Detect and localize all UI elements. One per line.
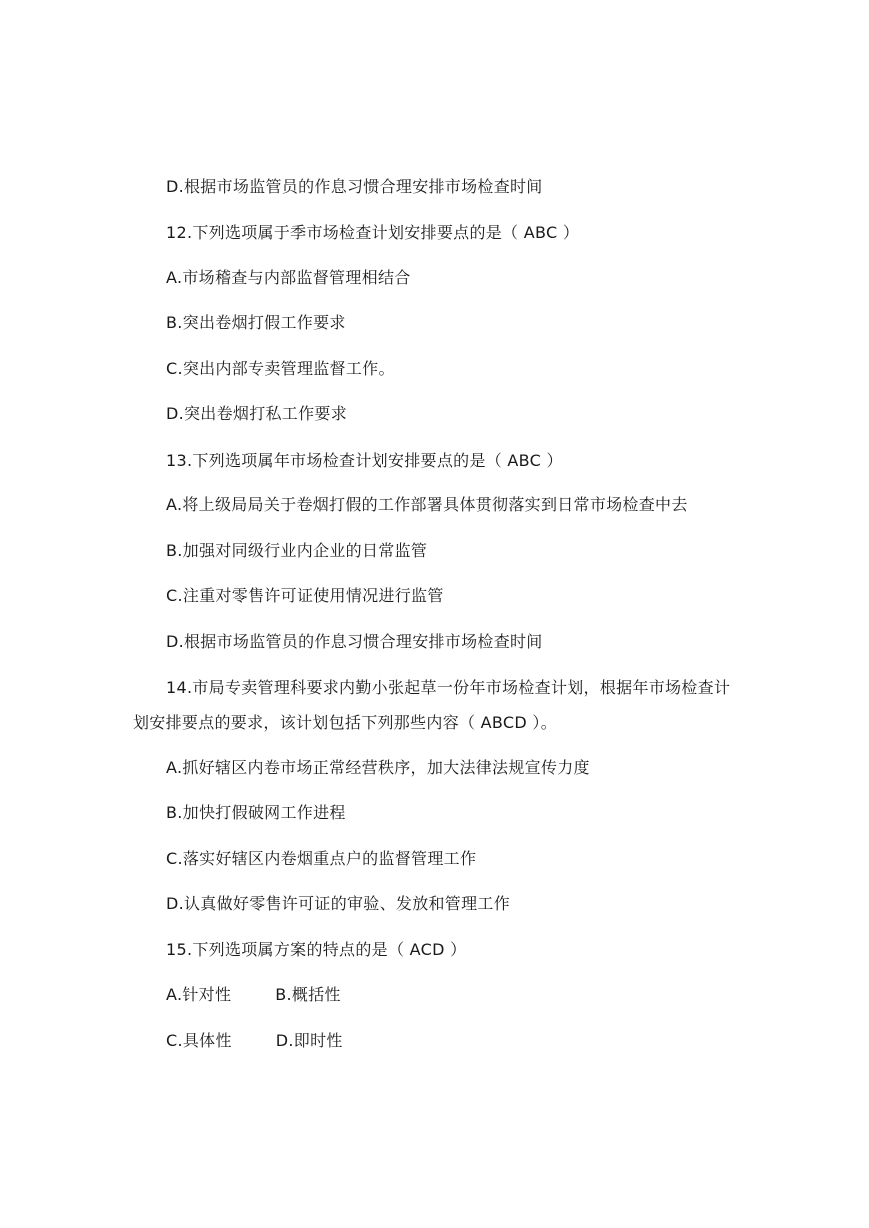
- q11-option-d: D.根据市场监管员的作息习惯合理安排市场检查时间: [166, 177, 543, 196]
- q14-option-b: B.加快打假破网工作进程: [166, 803, 346, 822]
- q12-question: 12.下列选项属于季市场检查计划安排要点的是（ ABC ）: [166, 223, 580, 242]
- q15-option-d: D.即时性: [275, 1031, 343, 1050]
- q13-question: 13.下列选项属年市场检查计划安排要点的是（ ABC ）: [166, 451, 563, 470]
- q13-option-d: D.根据市场监管员的作息习惯合理安排市场检查时间: [166, 632, 543, 651]
- q15-options-row-1: [166, 984, 341, 1006]
- q12-option-d: D.突出卷烟打私工作要求: [166, 404, 348, 423]
- q12-option-c: C.突出内部专卖管理监督工作。: [166, 359, 395, 378]
- q13-option-b: B.加强对同级行业内企业的日常监管: [166, 541, 428, 560]
- q14-option-d: D.认真做好零售许可证的审验、发放和管理工作: [166, 894, 511, 913]
- q15-option-a: A.针对性: [166, 985, 232, 1004]
- q14-question: 14.市局专卖管理科要求内勤小张起草一份年市场检查计划，根据年市场检查计划安排要点的要求，该计划包括下列那些内容（ ABCD ）。: [133, 678, 731, 732]
- q14-option-a: A.抓好辖区内卷市场正常经营秩序，加大法律法规宣传力度: [166, 758, 590, 777]
- q15-option-b: B.概括性: [275, 985, 341, 1004]
- q14-option-c: C.落实好辖区内卷烟重点户的监督管理工作: [166, 849, 477, 868]
- q12-option-a: A.市场稽查与内部监督管理相结合: [166, 268, 411, 287]
- q15-options-row-2: [166, 1030, 343, 1052]
- q12-option-b: B.突出卷烟打假工作要求: [166, 313, 346, 332]
- q13-option-c: C.注重对零售许可证使用情况进行监管: [166, 586, 444, 605]
- q15-option-c: C.具体性: [166, 1031, 232, 1050]
- q15-question: 15.下列选项属方案的特点的是（ ACD ）: [166, 940, 467, 959]
- q13-option-a: A.将上级局局关于卷烟打假的工作部署具体贯彻落实到日常市场检查中去: [166, 495, 688, 514]
